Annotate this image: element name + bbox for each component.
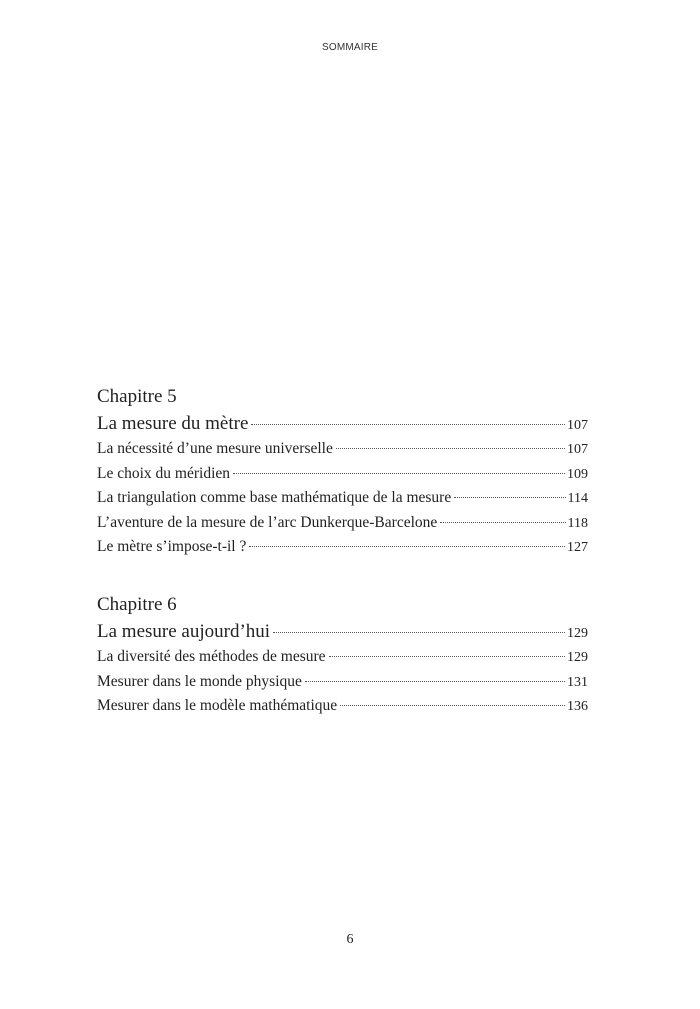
toc-title: La mesure aujourd’hui	[97, 621, 271, 642]
toc-section[interactable]	[97, 670, 588, 695]
toc-title: La triangulation comme base mathématique de la mesure	[97, 489, 452, 506]
dot-leader	[305, 681, 565, 682]
toc-section[interactable]	[97, 437, 588, 462]
chapter-5-block	[97, 385, 588, 560]
toc-title: La nécessité d’une mesure universelle	[97, 440, 333, 457]
toc-chapter-title[interactable]	[97, 412, 588, 436]
toc-page: 107	[567, 442, 588, 457]
toc-section[interactable]	[97, 511, 588, 536]
dot-leader	[454, 497, 565, 498]
dot-leader	[336, 448, 565, 449]
toc-page: 129	[567, 626, 588, 641]
dot-leader	[329, 656, 565, 657]
toc-section[interactable]	[97, 694, 588, 719]
toc-page: 136	[567, 699, 588, 714]
toc-title: La mesure du mètre	[97, 413, 249, 434]
toc-page: 107	[567, 418, 588, 433]
chapter-label: Chapitre 6	[97, 594, 177, 615]
dot-leader	[440, 522, 565, 523]
toc-section[interactable]	[97, 535, 588, 560]
toc-title: Le choix du méridien	[97, 464, 230, 482]
toc-page: 114	[567, 491, 588, 506]
dot-leader	[251, 424, 565, 425]
toc-title: Mesurer dans le modèle mathématique	[97, 697, 338, 714]
running-head: SOMMAIRE	[321, 42, 379, 53]
dot-leader	[340, 705, 565, 706]
toc-page: 118	[567, 515, 588, 531]
toc-chapter-title[interactable]	[97, 620, 588, 644]
page-number: 6	[346, 932, 354, 947]
toc-title: La diversité des méthodes de mesure	[97, 648, 326, 665]
dot-leader	[233, 473, 565, 474]
chapter-6-block	[97, 593, 588, 719]
toc-page: 109	[567, 466, 588, 482]
toc-title: Mesurer dans le monde physique	[97, 672, 302, 690]
toc-page: 131	[567, 674, 588, 690]
chapter-label: Chapitre 5	[97, 386, 177, 407]
toc-section[interactable]	[97, 462, 588, 487]
toc-page: 127	[567, 540, 588, 555]
dot-leader	[249, 546, 565, 547]
toc-page: 129	[567, 650, 588, 665]
toc-section[interactable]	[97, 486, 588, 511]
dot-leader	[273, 632, 565, 633]
toc-section[interactable]	[97, 645, 588, 670]
toc-title: L’aventure de la mesure de l’arc Dunkerque-Barcelone	[97, 513, 438, 531]
toc-title: Le mètre s’impose-t-il ?	[97, 538, 247, 555]
